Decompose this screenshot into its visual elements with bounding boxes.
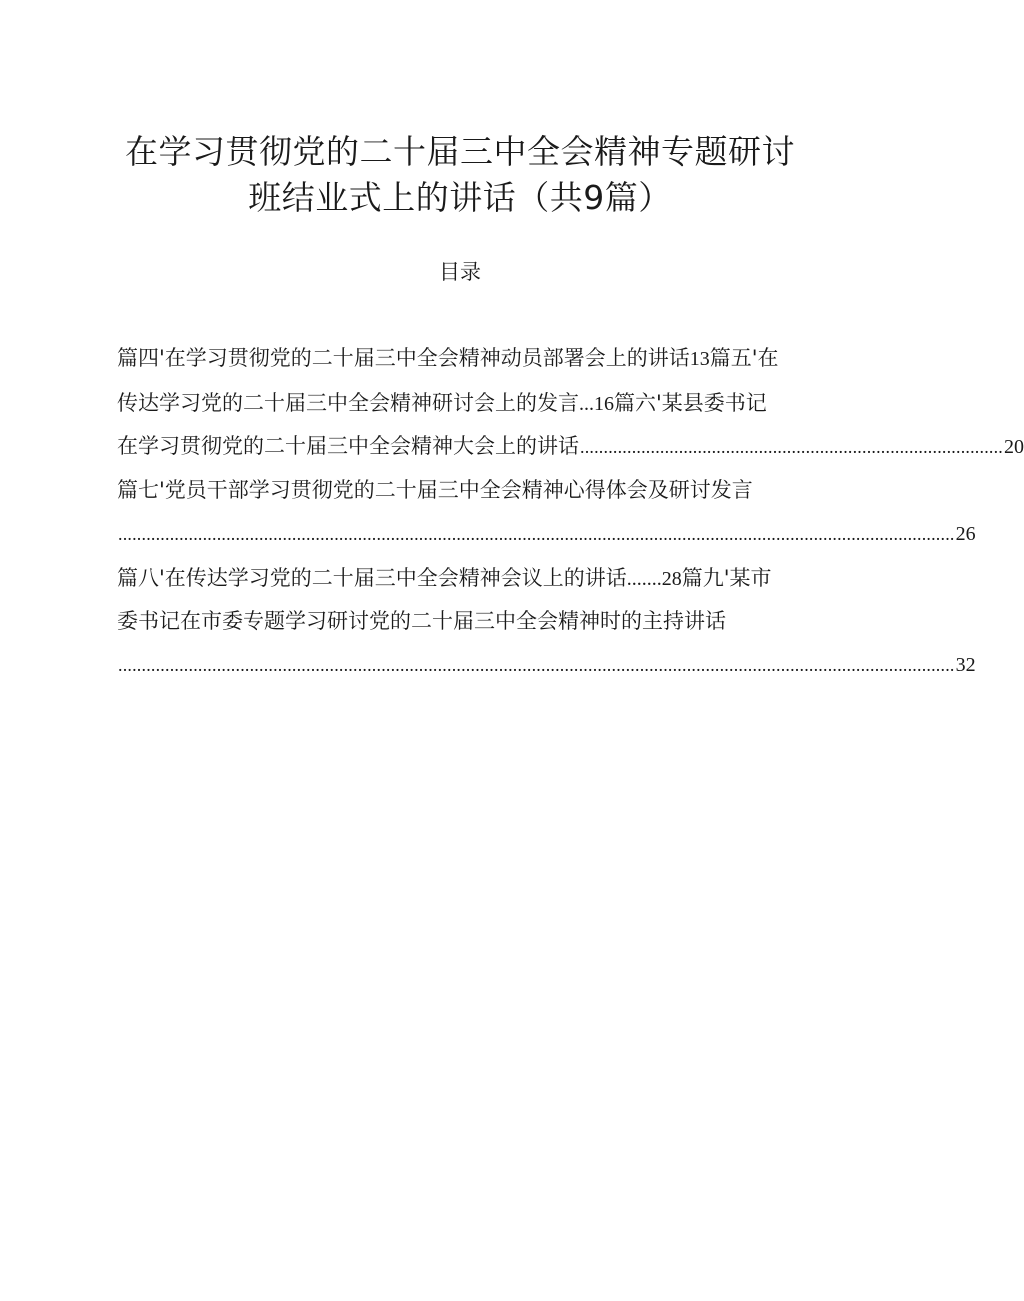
toc-line-8 bbox=[117, 648, 976, 682]
toc-entry-text: 传达学习党的二十届三中全会精神研讨会上的发言 bbox=[117, 391, 579, 415]
toc-page-number: 16 bbox=[594, 393, 614, 415]
toc-entry-text: 篇九'某市 bbox=[681, 566, 772, 590]
toc-page-number: 32 bbox=[955, 654, 976, 676]
toc-leader-dots: ....... bbox=[626, 568, 662, 590]
toc-leader-dots: .................................................................................................................................................................................. bbox=[118, 655, 955, 675]
toc-entry-text: 在学习贯彻党的二十届三中全会精神大会上的讲话 bbox=[117, 434, 579, 458]
toc-line-7 bbox=[117, 604, 852, 638]
toc-entry-text: 委书记在市委专题学习研讨党的二十届三中全会精神时的主持讲话 bbox=[117, 609, 726, 633]
toc-line-5 bbox=[117, 517, 976, 551]
toc-line-4 bbox=[117, 473, 852, 507]
toc-entry-text: 篇八'在传达学习党的二十届三中全会精神会议上的讲话 bbox=[117, 566, 627, 590]
toc-leader-row bbox=[117, 517, 976, 551]
toc-entry-text: 篇六'某县委书记 bbox=[614, 391, 767, 415]
toc-page-number: 20 bbox=[1004, 436, 1024, 458]
toc-entry-text: 篇七'党员干部学习贯彻党的二十届三中全会精神心得体会及研讨发言 bbox=[117, 478, 753, 502]
document-title-line-1: 在学习贯彻党的二十届三中全会精神专题研讨 bbox=[125, 132, 795, 171]
toc-line-1 bbox=[117, 341, 852, 375]
toc-leader-dots: .................................................................................................................................................................................. bbox=[118, 524, 955, 544]
toc-entry-text: 篇五'在 bbox=[709, 346, 779, 370]
toc-page-number: 13 bbox=[689, 348, 710, 370]
toc-leader-dots: ... bbox=[579, 393, 594, 415]
toc-line-2 bbox=[117, 386, 852, 420]
document-title-line-2: 班结业式上的讲话（共9篇） bbox=[248, 178, 672, 217]
toc-leader-dots: .......................................................................................... bbox=[580, 437, 1003, 457]
toc-page-number: 26 bbox=[955, 523, 976, 545]
toc-line-6 bbox=[117, 561, 852, 595]
toc-page-number: 28 bbox=[661, 568, 682, 590]
toc-leader-row bbox=[117, 429, 1024, 464]
toc-line-3 bbox=[117, 429, 1024, 463]
toc-heading: 目录 bbox=[439, 260, 481, 284]
toc-entry-text: 篇四'在学习贯彻党的二十届三中全会精神动员部署会上的讲话 bbox=[117, 346, 690, 370]
toc-leader-row bbox=[117, 648, 976, 682]
